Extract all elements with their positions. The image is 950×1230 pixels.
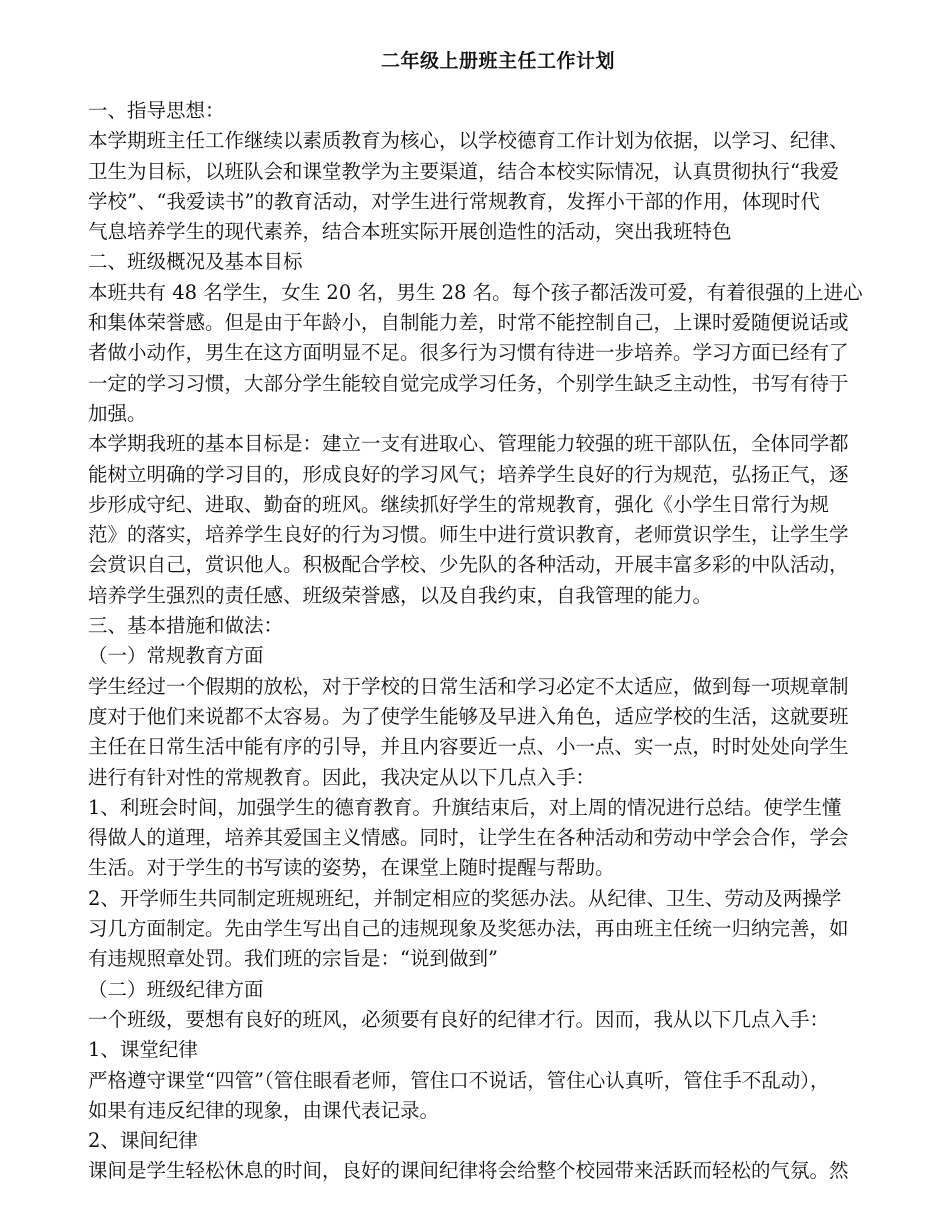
paragraph-line: 进行有针对性的常规教育。因此，我决定从以下几点入手： bbox=[88, 765, 596, 789]
paragraph-line: 一定的学习习惯，大部分学生能较自觉完成学习任务，个别学生缺乏主动性，书写有待于 bbox=[88, 371, 849, 395]
paragraph-line: 得做人的道理，培养其爱国主义情感。同时，让学生在各种活动和劳动中学会合作，学会 bbox=[88, 826, 849, 850]
paragraph-line: 加强。 bbox=[88, 401, 147, 425]
paragraph-line: 学校”、“我爱读书”的教育活动，对学生进行常规教育，发挥小干部的作用，体现时代 bbox=[88, 189, 820, 213]
paragraph-line: 本班共有 48 名学生，女生 20 名，男生 28 名。每个孩子都活泼可爱，有着很强的上进心 bbox=[88, 280, 863, 304]
paragraph-line: 课间是学生轻松休息的时间，良好的课间纪律将会给整个校园带来活跃而轻松的气氛。然 bbox=[88, 1159, 849, 1183]
section-heading: 三、基本措施和做法： bbox=[88, 614, 284, 638]
paragraph-line: 培养学生强烈的责任感、班级荣誉感，以及自我约束，自我管理的能力。 bbox=[88, 583, 713, 607]
paragraph-line: 有违规照章处罚。我们班的宗旨是：“说到做到” bbox=[88, 947, 498, 971]
paragraph-line: 步形成守纪、进取、勤奋的班风。继续抓好学生的常规教育，强化《小学生日常行为规 bbox=[88, 492, 830, 516]
section-heading: 二、班级概况及基本目标 bbox=[88, 250, 303, 274]
paragraph-line: 者做小动作，男生在这方面明显不足。很多行为习惯有待进一步培养。学习方面已经有了 bbox=[88, 341, 849, 365]
paragraph-line: 会赏识自己，赏识他人。积极配合学校、少先队的各种活动，开展丰富多彩的中队活动， bbox=[88, 553, 849, 577]
paragraph-line: 和集体荣誉感。但是由于年龄小，自制能力差，时常不能控制自己，上课时爱随便说话或 bbox=[88, 311, 849, 335]
paragraph-line: 范》的落实，培养学生良好的行为习惯。师生中进行赏识教育，老师赏识学生，让学生学 bbox=[88, 523, 849, 547]
section-heading: （一）常规教育方面 bbox=[88, 644, 264, 668]
paragraph-line: 学生经过一个假期的放松，对于学校的日常生活和学习必定不太适应，做到每一项规章制 bbox=[88, 674, 849, 698]
paragraph-line: 本学期班主任工作继续以素质教育为核心，以学校德育工作计划为依据，以学习、纪律、 bbox=[88, 129, 849, 153]
document-body bbox=[88, 96, 910, 1187]
section-heading: （二）班级纪律方面 bbox=[88, 977, 264, 1001]
paragraph-line: 气息培养学生的现代素养，结合本班实际开展创造性的活动，突出我班特色 bbox=[88, 220, 732, 244]
paragraph-line: 习几方面制定。先由学生写出自己的违规现象及奖惩办法，再由班主任统一归纳完善，如 bbox=[88, 917, 849, 941]
paragraph-line: 严格遵守课堂“四管”（管住眼看老师，管住口不说话，管住心认真听，管住手不乱动）， bbox=[88, 1068, 830, 1092]
paragraph-line: 2、开学师生共同制定班规班纪，并制定相应的奖惩办法。从纪律、卫生、劳动及两操学 bbox=[88, 886, 842, 910]
paragraph-line: 主任在日常生活中能有序的引导，并且内容要近一点、小一点、实一点，时时处处向学生 bbox=[88, 735, 849, 759]
section-heading: 2、课间纪律 bbox=[88, 1129, 198, 1153]
section-heading: 1、课堂纪律 bbox=[88, 1038, 198, 1062]
section-heading: 一、指导思想： bbox=[88, 99, 225, 122]
paragraph-line: 卫生为目标，以班队会和课堂教学为主要渠道，结合本校实际情况，认真贯彻执行“我爱 bbox=[88, 159, 839, 183]
paragraph-line: 度对于他们来说都不太容易。为了使学生能够及早进入角色，适应学校的生活，这就要班 bbox=[88, 704, 849, 728]
paragraph-line: 1、利班会时间，加强学生的德育教育。升旗结束后，对上周的情况进行总结。使学生懂 bbox=[88, 795, 842, 819]
document-title: 二年级上册班主任工作计划 bbox=[380, 50, 615, 72]
paragraph-line: 一个班级，要想有良好的班风，必须要有良好的纪律才行。因而，我从以下几点入手： bbox=[88, 1007, 830, 1031]
paragraph-line: 生活。对于学生的书写读的姿势，在课堂上随时提醒与帮助。 bbox=[88, 856, 615, 880]
paragraph-line: 本学期我班的基本目标是：建立一支有进取心、管理能力较强的班干部队伍，全体同学都 bbox=[88, 432, 849, 456]
paragraph-line: 能树立明确的学习目的，形成良好的学习风气；培养学生良好的行为规范，弘扬正气，逐 bbox=[88, 462, 849, 486]
paragraph-line: 如果有违反纪律的现象，由课代表记录。 bbox=[88, 1098, 440, 1122]
